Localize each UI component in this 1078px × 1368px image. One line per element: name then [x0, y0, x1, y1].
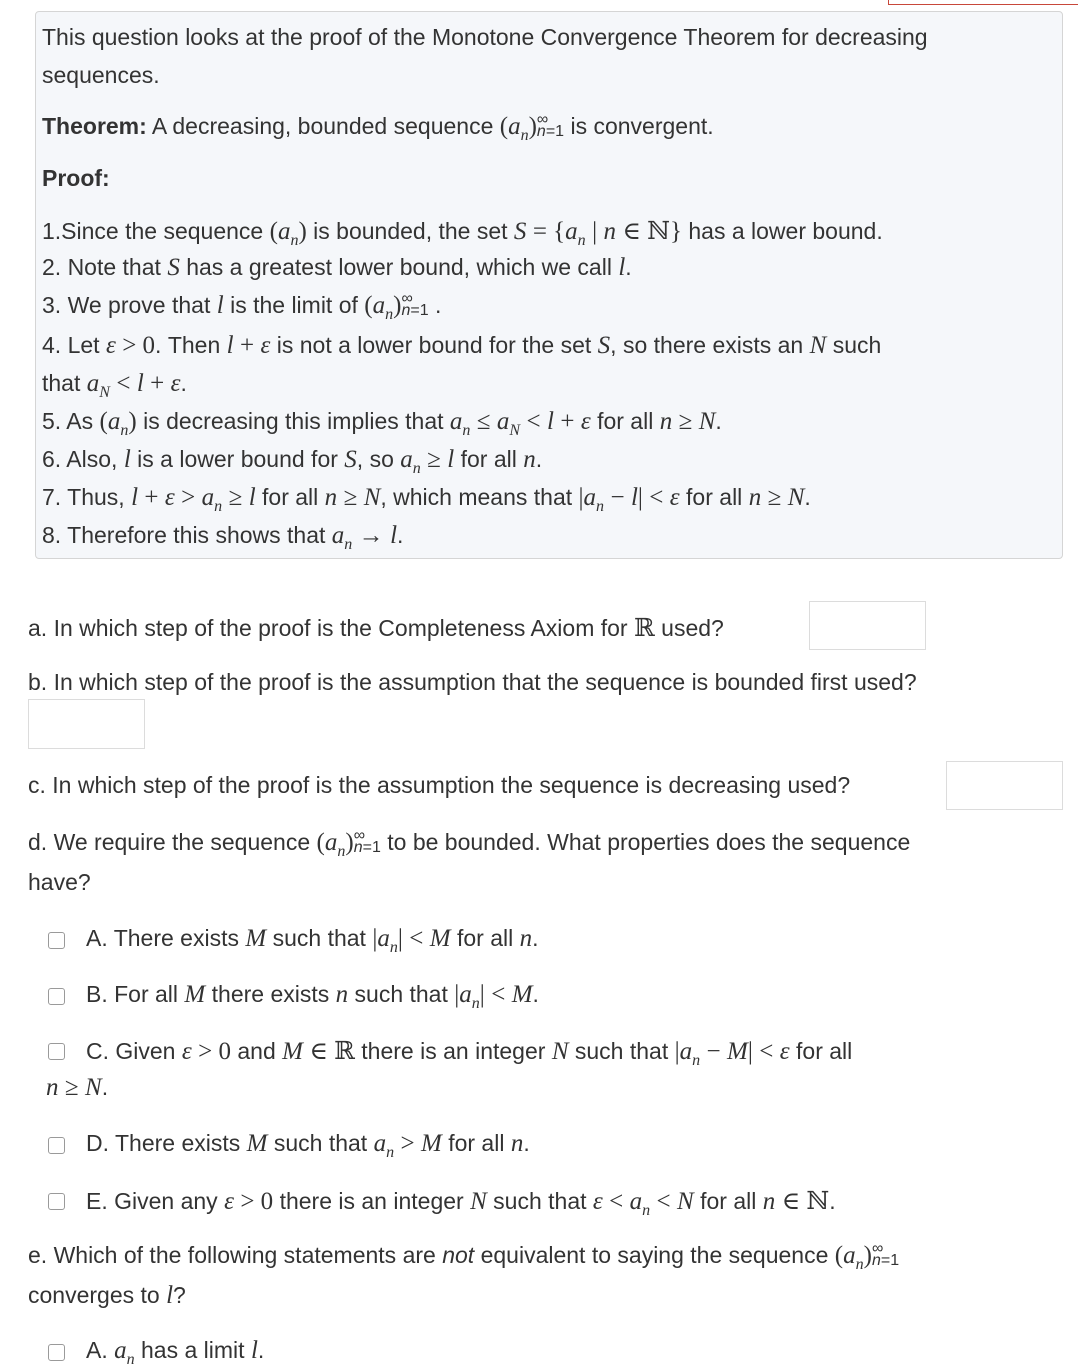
option-d-b-checkbox[interactable] — [48, 988, 65, 1005]
proof-step-8: 8. Therefore this shows that $a_n \to l$. — [42, 522, 404, 553]
question-e: e. Which of the following statements are not equivalent to saying the sequence $(a_n)$ ∞ n=1 — [28, 1239, 900, 1273]
proof-step-3: 3. We prove that l is the limit of $(a_n)$ ∞ n=1 . — [42, 289, 442, 323]
theorem-statement: Theorem: A decreasing, bounded sequence $(a_n)$ ∞ n=1 is convergent. — [42, 110, 714, 144]
question-c: c. In which step of the proof is the assumption the sequence is decreasing used? — [28, 772, 851, 798]
proof-step-5: 5. As $(a_n)$ is decreasing this implies that $a_n \le a_N < l + \varepsilon$ for all n ≥ N. — [42, 408, 722, 439]
option-d-e-checkbox[interactable] — [48, 1193, 65, 1210]
option-d-e-label: E. Given any ε > 0 there is an integer N such that $\varepsilon < a_n < N$ for all n ∈ ℕ. — [86, 1188, 836, 1219]
proof-step-2: 2. Note that S has a greatest lower bound, which we call l. — [42, 254, 632, 281]
question-e-cont: converges to l? — [28, 1282, 186, 1309]
question-d: d. We require the sequence $(a_n)$ ∞ n=1 to be bounded. What properties does the sequence — [28, 826, 911, 860]
intro-line-1: This question looks at the proof of the Monotone Convergence Theorem for decreasing — [42, 24, 928, 50]
proof-label: Proof: — [42, 165, 110, 191]
question-d-cont: have? — [28, 869, 91, 895]
proof-step-1: 1.Since the sequence $(a_n)$ is bounded, the set $S = \{a_n$ | n ∈ ℕ} has a lower bound. — [42, 218, 883, 249]
answer-c-input[interactable] — [946, 761, 1063, 810]
theorem-label: Theorem: — [42, 113, 147, 139]
option-e-a-checkbox[interactable] — [48, 1344, 65, 1361]
emphasis-not: not — [442, 1242, 475, 1268]
option-d-c-checkbox[interactable] — [48, 1043, 65, 1060]
answer-b-input[interactable] — [28, 699, 145, 749]
proof-step-6: 6. Also, l is a lower bound for S, so $a_n \ge l$ for all n. — [42, 446, 543, 477]
option-d-d-checkbox[interactable] — [48, 1137, 65, 1154]
answer-a-input[interactable] — [809, 601, 926, 650]
option-d-a-label: A. There exists M such that $|a_n| < M$ for all n. — [86, 925, 539, 956]
proof-step-4: 4. Let ε > 0. Then l + ε is not a lower bound for the set S, so there exists an N such — [42, 332, 882, 359]
option-d-c-label: C. Given ε > 0 and M ∈ ℝ there is an integer N such that $|a_n - M| < \varepsilon$ for all — [86, 1038, 853, 1069]
proof-step-7: 7. Thus, $l + \varepsilon > a_n \ge l$ for all n ≥ N, which means that $|a_n - l| < \varepsilon$ for all n ≥ N. — [42, 484, 811, 515]
option-d-b-label: B. For all M there exists n such that $|a_n| < M$. — [86, 981, 539, 1012]
question-b: b. In which step of the proof is the assumption that the sequence is bounded first used? — [28, 669, 917, 695]
proof-step-4-cont: that $a_N < l + \varepsilon$. — [42, 370, 187, 401]
top-decoration — [888, 0, 1078, 5]
option-e-a-label: A. $a_n$ has a limit l. — [86, 1337, 265, 1368]
intro-line-2: sequences. — [42, 62, 160, 88]
proof-box — [35, 11, 1063, 559]
option-d-c-label-cont: n ≥ N. — [46, 1074, 109, 1101]
question-a: a. In which step of the proof is the Completeness Axiom for ℝ used? — [28, 615, 724, 642]
option-d-d-label: D. There exists M such that $a_n > M$ for all n. — [86, 1130, 530, 1161]
option-d-a-checkbox[interactable] — [48, 932, 65, 949]
